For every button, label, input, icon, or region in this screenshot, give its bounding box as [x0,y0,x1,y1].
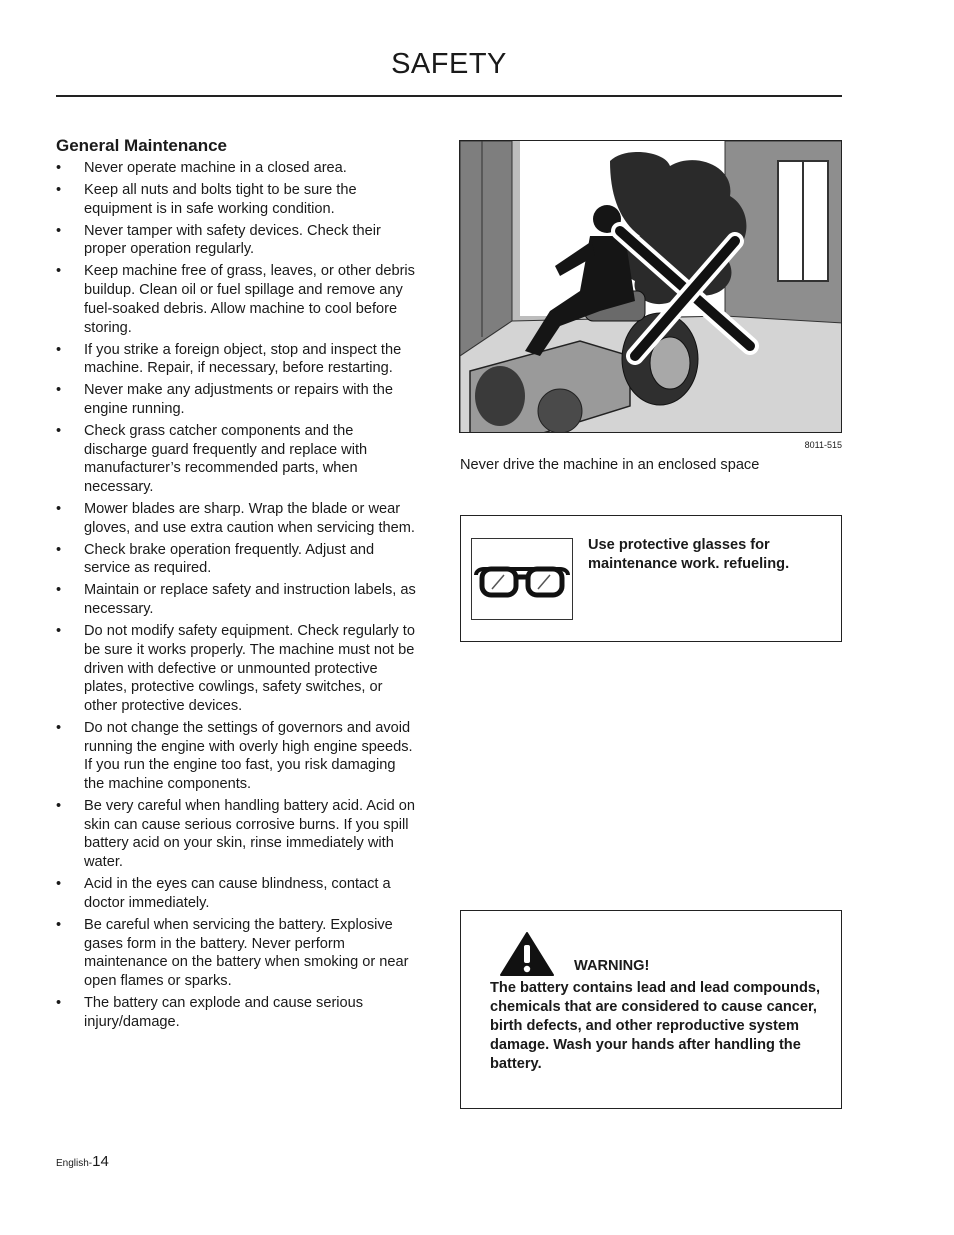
section-heading: General Maintenance [56,136,228,155]
list-item [56,916,418,991]
protective-glasses-notice [460,515,842,642]
bullet-marker: • [56,541,62,558]
list-item [56,422,418,497]
bullet-marker: • [56,422,62,439]
no-enclosed-space-illustration [459,140,842,433]
figure-code: 8011-515 [804,440,842,450]
list-item-text: Never operate machine in a closed area. [84,160,347,176]
bullet-marker: • [56,623,62,640]
list-item [56,994,418,1031]
list-item-text: Mower blades are sharp. Wrap the blade or wear gloves, and use extra caution when servicing them. [84,501,415,536]
glasses-notice-text: Use protective glasses for maintenance work. refueling. [588,537,790,572]
page-title: SAFETY [391,48,507,80]
list-item [56,159,418,178]
list-item [56,500,418,537]
list-item [56,341,418,378]
bullet-marker: • [56,263,62,280]
list-item-text: Check brake operation frequently. Adjust and service as required. [84,541,375,577]
list-item-text: Be very careful when handling battery acid. Acid on skin can cause serious corrosive burns. If you spill battery acid on your skin, rinse immediately with water. [84,798,415,871]
warning-text: The battery contains lead and lead compounds, chemicals that are considered to cause cancer, birth defects, and other reproductive system damage. Wash your hands after handling the battery. [490,980,821,1072]
list-item-text: Be careful when servicing the battery. Explosive gases form in the battery. Never perform maintenance on the battery when smoking or near open flames or sparks. [84,916,409,989]
list-item-text: If you strike a foreign object, stop and inspect the machine. Repair, if necessary, before restarting. [84,341,402,377]
list-item-text: Never tamper with safety devices. Check their proper operation regularly. [84,222,381,258]
footer-language: English- [56,1158,93,1169]
safety-glasses-icon [471,538,573,620]
list-item-text: Keep all nuts and bolts tight to be sure the equipment is in safe working condition. [84,182,357,217]
list-item-text: Keep machine free of grass, leaves, or other debris buildup. Clean oil or fuel spillage and remove any fuel-soaked debris. Allow machine to cool before storing. [84,263,415,336]
list-item-text: Check grass catcher components and the discharge guard frequently and replace with manufacturer’s recommended parts, when necessary. [84,422,368,496]
bullet-marker: • [56,798,62,815]
bullet-marker: • [56,160,62,176]
bullet-marker: • [56,182,62,198]
list-item [56,875,418,912]
list-item-text: Do not change the settings of governors and avoid running the engine with overly high engine speeds. If you run the engine too fast, you risk damaging the machine components. [84,719,413,793]
warning-triangle-icon [499,931,555,982]
list-item [56,262,418,337]
bullet-marker: • [56,382,62,399]
list-item [56,719,418,794]
list-item [56,181,418,218]
list-item-text: The battery can explode and cause serious injury/damage. [84,994,364,1030]
bullet-marker: • [56,916,62,933]
title-divider [56,95,842,97]
list-item [56,622,418,716]
list-item [56,381,418,418]
figure-caption: Never drive the machine in an enclosed space [460,457,760,473]
bullet-marker: • [56,876,62,893]
bullet-marker: • [56,501,62,518]
bullet-marker: • [56,719,62,736]
list-item-text: Maintain or replace safety and instruction labels, as necessary. [84,582,416,618]
list-item-text: Acid in the eyes can cause blindness, contact a doctor immediately. [84,876,391,911]
battery-warning-box [460,910,842,1109]
list-item [56,541,418,578]
list-item [56,797,418,872]
list-item [56,581,418,618]
bullet-marker: • [56,222,62,239]
bullet-marker: • [56,341,62,358]
warning-title: WARNING! [574,958,650,974]
general-maintenance-section [56,136,418,1035]
maintenance-list [56,159,418,1031]
list-item-text: Never make any adjustments or repairs with the engine running. [84,382,394,417]
page-number: 14 [92,1153,109,1170]
list-item-text: Do not modify safety equipment. Check regularly to be sure it works properly. The machine must not be driven with defective or unmounted protective plates, protective cowlings, safety switches, or other protective devices. [84,623,415,714]
list-item [56,222,418,259]
page-footer [56,1153,109,1171]
bullet-marker: • [56,582,62,599]
bullet-marker: • [56,994,62,1011]
